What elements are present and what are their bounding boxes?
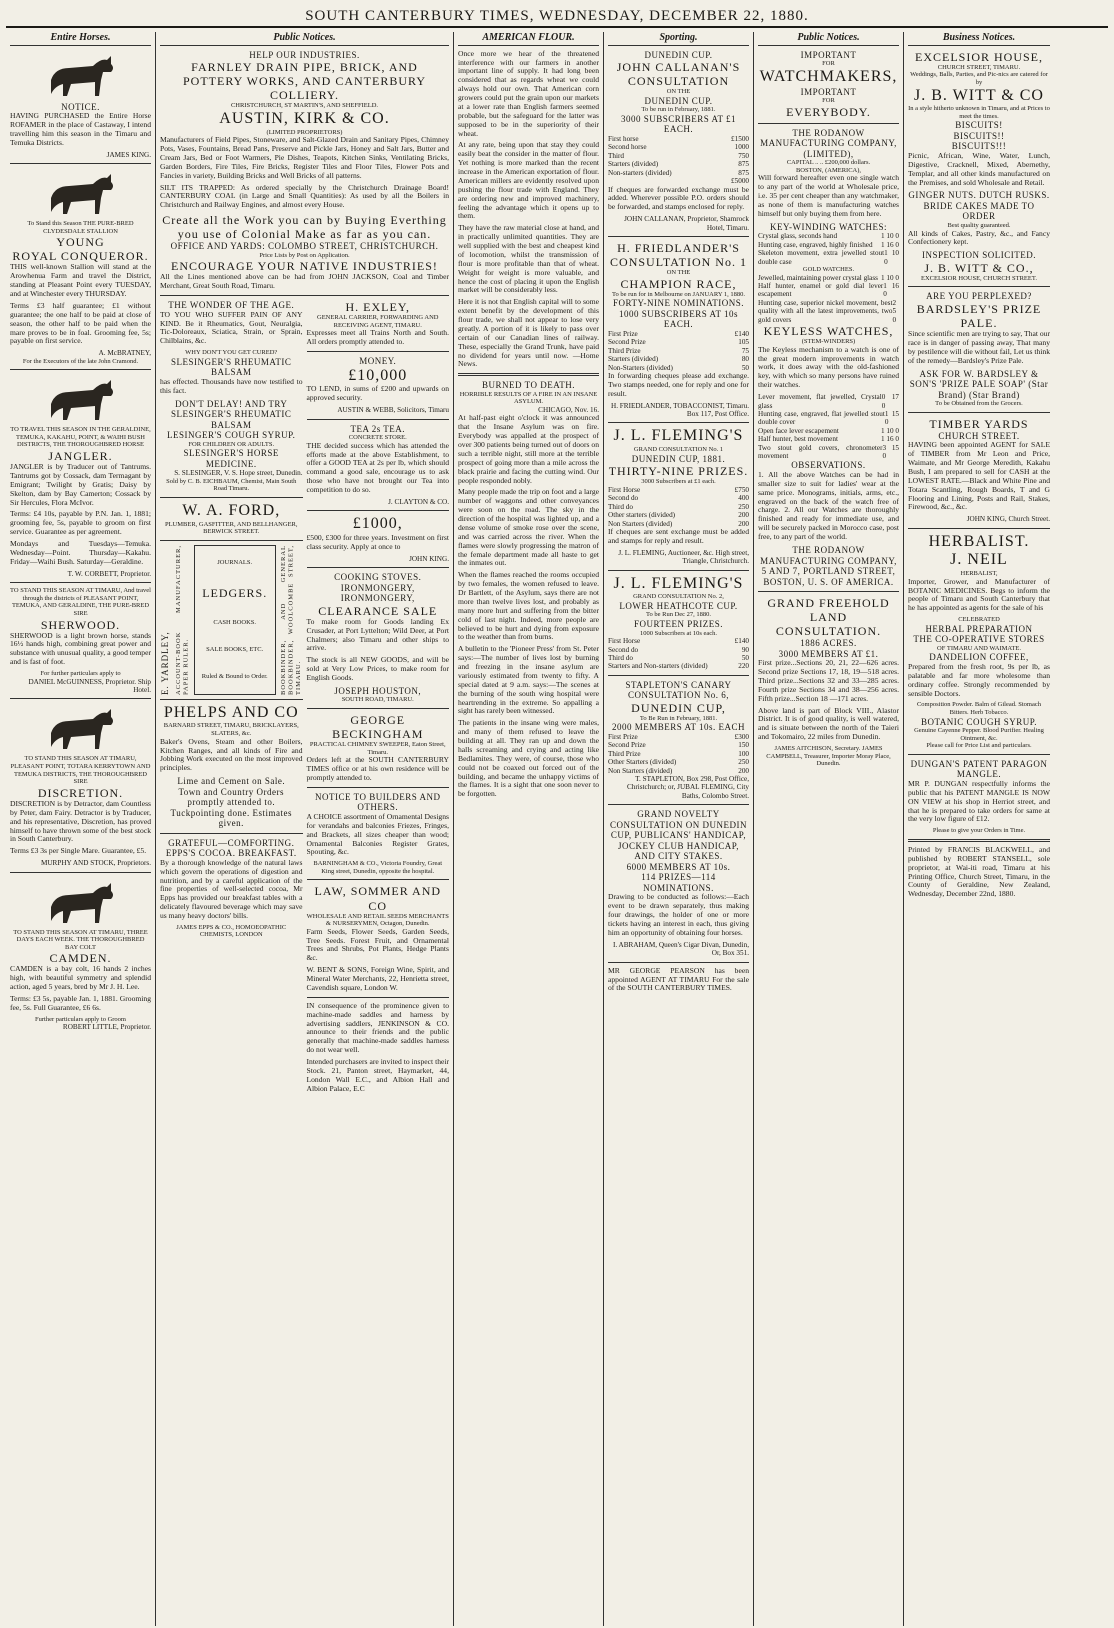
bent-body: W. BENT & SONS, Foreign Wine, Spirit, and Mineral Water Merchants, 22, Henrietta street, Cavendish square, London W. [306, 965, 449, 992]
ginger-line: GINGER NUTS. DUTCH RUSKS. [908, 190, 1050, 201]
prize-row: Second do 400 [608, 494, 749, 503]
ford-title: W. A. FORD, [182, 501, 281, 519]
stapleton-signature: T. STAPLETON, Box 298, Post Office, Christchurch; or, JUBAL FLEMING, City Baths, Colombo Street. [626, 775, 749, 800]
callanan-subs: 3000 SUBSCRIBERS AT £1 EACH. [620, 113, 737, 135]
callanan-on: ON THE [666, 88, 691, 96]
biscuits-3: BISCUITS!!! [951, 141, 1007, 152]
fleming1-subs: 3000 Subscribers at £1 each. [641, 478, 716, 486]
book-item: JOURNALS. [217, 558, 253, 566]
dandelion-body: Prepared from the fresh root, 9s per lb, as palatable and far more wholesome than ordinary coffee. Strongly recommended by sensible Doctors. [908, 661, 1050, 698]
column-watchmakers [754, 32, 904, 1626]
money2-amount: £1000, [352, 515, 403, 533]
prize-row: Starters and Non-starters (divided) 220 [608, 662, 749, 671]
young-signature-2: For the Executors of the late John Cramond. [22, 357, 139, 365]
prize-row: First Prize £300 [608, 732, 749, 741]
jenkinson-signature: Intended purchasers are invited to inspect their Stock. 21, Panton street, Haymarket, 44, London Wall E.C., and Albion Hall and Albion Palace, E.C [306, 1057, 449, 1093]
phelps-body: Baker's Ovens, Steam and other Boilers, Kitchen Ranges, and all kinds of Fire and Jobbing Work executed on the most improved principles. [160, 736, 303, 773]
camden-terms: Terms: £3 5s, payable Jan. 1, 1881. Grooming fee, 5s. Full Guarantee, £6 6s. [10, 993, 151, 1012]
freehold-body: First prize...Sections 20, 21, 22—626 acres. Second prize Sections 17, 18, 19—518 acres. Third prize...Sections 32 and 33—285 acres. Fourth prize Sections 34 and 38—256 acres. Fifth prize...Section 18 —171 acres. [758, 658, 899, 703]
law-sub: WHOLESALE AND RETAIL SEEDS MERCHANTS & NURSERYMEN, Octagon, Dunedin. [306, 912, 449, 928]
callanan-signature: JOHN CALLANAN, Proprietor, Shamrock Hotel, Timaru. [624, 215, 749, 232]
tea-body: THE decided success which has attended the efforts made at the above Establishment, to offer a GOOD TEA at 2s per lb, which should command a good sale, encourage us to ask those who have not brought our Tea into competition to do so. [306, 440, 449, 495]
biscuits-2: BISCUITS!! [953, 130, 1005, 141]
price-row: Half hunter, best movement 1 16 0 [758, 435, 899, 444]
wonder-body: TO YOU WHO SUFFER PAIN OF ANY KIND. Be it Rheumatics, Gout, Neuralgia, Tic-Doloreaux, Sciatica, Strain, or Sprain, Chilblains, &c. [160, 309, 303, 346]
slesinger-body: has effected. Thousands have now testified to this fact. [160, 376, 303, 395]
stapleton-title: STAPLETON'S CANARY CONSULTATION No. 6, [625, 679, 732, 701]
inspection-line: INSPECTION SOLICITED. [922, 250, 1036, 261]
bardsley-title: BARDSLEY'S PRIZE PALE. [916, 302, 1042, 331]
book-item: CASH BOOKS. [213, 619, 257, 627]
fleming2-prizes-title: FOURTEEN PRIZES. [634, 618, 723, 629]
law-body: Farm Seeds, Flower Seeds, Garden Seeds, Tree Seeds. Forest Fruit, and Ornamental Trees and Shrubs, Pot Plants, Hedge Plants &c. [306, 926, 449, 963]
houston-title: JOSEPH HOUSTON, [334, 685, 422, 696]
epps-title: GRATEFUL—COMFORTING. EPPS'S COCOA. BREAKFAST. [165, 837, 297, 859]
camden-intro: TO STAND THIS SEASON AT TIMARU, THREE DAYS EACH WEEK. THE THOROUGHBRED BAY COLT [13, 928, 148, 951]
burned-paragraph: The patients in the insane wing were males, and many of them refused to leave the building at all. They ran up and down the halls screaming and crying and acting like Bedlamites. They were, of course, those who could not be coaxed out forced out of the building, and became the unhappy victims of the flames. It is a sight that one soon never to be forgotten. [458, 718, 599, 799]
column-public-notices [156, 32, 454, 1626]
witt2-sub: EXCELSIOR HOUSE, CHURCH STREET. [921, 274, 1037, 282]
freehold-body-2: Above land is part of Block VIII., Alastor District. It is of good quality, is well watered, and is situate between the north of the Taieri and Tokomairo, 22 miles from Dunedin. [758, 705, 899, 742]
beckingham-title: GEORGE BECKINGHAM [332, 713, 424, 742]
fleming1-cup: DUNEDIN CUP, 1881. [631, 453, 726, 464]
jangler-body: JANGLER is by Traducer out of Tantrums. Tantrums got by Cossack, dam Termagant by Emigrant; Twilight by Gratis; Daisy by Skelton, dam by Bay Camerton; Cossack by Sir Hercules, Flora McIvor. [10, 462, 151, 507]
gold-title: GOLD WATCHES. [802, 265, 855, 273]
fleming2-run: To be Run Dec 27, 1880. [645, 611, 712, 619]
important-line-2: IMPORTANT [800, 86, 857, 97]
rodanow-body: Will forward hereafter even one single watch to any part of the world at Wholesale price, i.e. 35 per cent cheaper than any watchmaker, as none of them is manufacturing watches himself but only buying them from here. [758, 173, 899, 218]
jenkinson-body: IN consequence of the prominence given to machine-made saddles and harness by advertising saddlers, JENKINSON & CO. announce to their friends and the public generally that machine-made saddles harness do not wear well. [306, 1000, 449, 1055]
create-slogan: Create all the Work you can by Buying Everthing you use of Colonial Make as far as you can. [162, 213, 447, 242]
price-row: Crystal glass, seconds hand 1 10 0 [758, 232, 899, 241]
bardsley-body: Since scientific men are trying to say, That our race is in danger of passing away, That many by pestilence will die without fail, Let us think of the remedy—Bardsley's Prize Pale. [908, 329, 1050, 365]
notice-signature: JAMES KING. [106, 150, 151, 159]
burned-paragraph: A bulletin to the 'Pioneer Press' from St. Peter says:—The number of lives lost by burning and freezing in the insane asylum are variously estimated from twenty to fifty. A special dated at 9 a.m. says:—The scenes at the burning of the south wing hospital were heartrending in the extreme. So appalling a sight has rarely been witnessed. [458, 644, 599, 716]
witt-title: J. B. WITT & CO [914, 86, 1044, 104]
jangler-name: JANGLER. [48, 449, 113, 464]
horse-icon [41, 50, 121, 100]
friedlander-title: H. FRIEDLANDER'S CONSULTATION No. 1 [610, 241, 747, 270]
biscuit-body: Picnic, African, Wine, Water, Lunch, Digestive, Cracknell, Mixed, Abernethy, Templar, and all other kinds manufactured on the Premises, and sold Wholesale and Retail. [908, 150, 1050, 187]
witt-body: In a style hitherto unknown in Timaru, and at Prices to meet the times. [908, 105, 1050, 120]
builders-body: A CHOICE assortment of Ornamental Designs for verandahs and balconies Friezes, Fringes, and Brackets, all sizes cheaper than wood; Ornamental Balconies Register Grates, Spouting, &c. [306, 811, 449, 857]
encourage-title: ENCOURAGE YOUR NATIVE INDUSTRIES! [171, 259, 438, 274]
botanic-line: BOTANIC COUGH SYRUP. [920, 716, 1038, 727]
neil-sub: HERBALIST, [960, 570, 998, 578]
timber-signature: JOHN KING, Church Street. [966, 515, 1050, 524]
yardley-ad [160, 545, 303, 695]
keywind-price-list [758, 232, 899, 266]
price-list-line: Please call for Price List and particulars. [926, 742, 1032, 750]
herbal-prep-line: HERBAL PREPARATION [925, 623, 1033, 634]
dungan-title: DUNGAN'S PATENT PARAGON MANGLE. [910, 758, 1048, 780]
book-item: LEDGERS. [202, 585, 268, 600]
capital-line: CAPITAL .. .. £200,000 dollars. [786, 159, 871, 167]
excelsior-sub: CHURCH STREET, TIMARU. [937, 63, 1021, 71]
austin-body: Manufacturers of Field Pipes, Stoneware, and Salt-Glazed Drain and Sanitary Pipes, Chimney Pots, Vases, Fountains, Bread Pans, Preserve and Pickle Jars, Honey and Salt Jars, Butter and Cream Jars, Bed or Foot Warmers, Pie Dishes, Teapots, Kitchen Sinks, Ventilating Bricks, Garden Borders, Fire Tiles, Fire Bricks, Register Tiles and Floor Tiles, Flower Pots and Fancies in variety, Building Bricks and Well Bricks of all patterns. [160, 135, 449, 180]
bardsley-ask: ASK FOR W. BARDSLEY & SON'S 'PRIZE PALE SOAP' (Star Brand) (Star Brand) [909, 368, 1049, 400]
fleming2-cup: LOWER HEATHCOTE CUP. [619, 600, 738, 611]
price-row: Hunting case, superior nickel movement, best quality with all the latest improvements, two gold covers 2 5 0 [758, 298, 897, 324]
yardley-vertical: E. YARDLEY, [160, 630, 170, 695]
jangler-intro: TO TRAVEL THIS SEASON IN THE GERALDINE, TEMUKA, KAKAHU, POINT, & WAIHI BUSH DISTRICTS, THE THOROUGHBRED HORSE [10, 426, 151, 449]
column-american-flour [454, 32, 604, 1626]
book-item: Ruled & Bound to Order. [201, 673, 268, 681]
dont-delay: DON'T DELAY! AND TRY SLESINGER'S RHEUMATIC BALSAM [171, 398, 292, 430]
burned-subtitle: HORRIBLE RESULTS OF A FIRE IN AN INSANE ASYLUM. [459, 390, 598, 406]
burned-paragraph: Many people made the trip on foot and a large number of waggons and other conveyances were soon on the road. The sky in the direction of the hospital was lighted up, and a dense volume of smoke rose over the scene, and was carried across the river. When the flames were slowly progressing the matron of the female department made all haste to get the inmates out. [458, 487, 599, 568]
callanan-cup: DUNEDIN CUP. [644, 95, 713, 106]
price-row: Lever movement, flat jewelled, Crystal glass 0 17 0 [758, 393, 899, 410]
dandelion-title: DANDELION COFFEE, [929, 652, 1029, 663]
prize-row: Non Starters (divided) 200 [608, 519, 749, 528]
acres-line: 1886 ACRES. [800, 638, 857, 649]
flour-paragraph: Here it is not that English capital will to some extent benefit by the development of this flour trade, we shall not appear to lose very greatly. A portion of it is likely to pass over certain of our Canadian lines of railway. These, especially the Grand Trunk, have paid no dividend for years until now. —Home News. [458, 297, 599, 369]
sherwood-signature-2: DANIEL McGUINNESS, Proprietor. Ship Hotel. [28, 677, 151, 695]
biscuits-1: BISCUITS! [955, 120, 1003, 131]
epps-signature: JAMES EPPS & CO., HOMOEOPATHIC CHEMISTS, LONDON [176, 923, 287, 939]
prize-row: Other starters (divided) 200 [608, 511, 749, 520]
slesinger-signature: S. SLESINGER, V. S. Hope street, Dunedin. [174, 469, 303, 478]
price-row: Two stout gold covers, chronometer movement 3 15 0 [758, 443, 899, 461]
austin-body-2: SILT ITS TRAPPED: As ordered specially by the Christchurch Drainage Board! CANTERBURY COAL (in Large and Small Quantities): As used by all the Boilers in Christchurch and Railway Engines, and almost every House. [160, 182, 449, 210]
dungan-body: MR P. DUNGAN respectfully informs the public that his PATENT MANGLE IS NOW ON VIEW at his shop in Herriot street, and that he is prepared to take orders for same at the very low figure of £12. [908, 778, 1050, 824]
camden-body: CAMDEN is a bay colt, 16 hands 2 inches high, with beautiful symmetry and splendid action, aged 5 years, bred by Mr J. H. Lee. [10, 964, 151, 992]
prize-row: Non-starters (divided) 875 [608, 168, 749, 177]
horse-icon [41, 374, 121, 424]
ford-sub: PLUMBER, GASFITTER, AND BELLHANGER, [164, 520, 298, 528]
section-header: Public Notices. [758, 32, 899, 46]
prize-row: Third 750 [608, 151, 749, 160]
celebrated-line: CELEBRATED [958, 616, 1000, 624]
dungan-signature: Please to give your Orders in Time. [932, 827, 1026, 835]
encourage-body: All the Lines mentioned above can be had from JOHN JACKSON, Coal and Timber Merchant, Great South Road, Timaru. [160, 272, 449, 291]
stapleton-cup: DUNEDIN CUP, [631, 700, 726, 715]
lime-line: Lime and Cement on Sale. [177, 776, 286, 787]
herbalist-title: HERBALIST. [928, 532, 1030, 550]
exley-body: Expresses meet all Trains North and South. All orders promptly attended to. [306, 328, 449, 347]
prize-row: First horse £1500 [608, 135, 749, 143]
phelps-title: PHELPS AND CO [163, 703, 299, 721]
fleming1-body: If cheques are sent exchange must be added and stamps for reply and result. [608, 526, 749, 545]
prize-row: Second do 90 [608, 645, 749, 654]
fleming1-signature: J. L. FLEMING, Auctioneer, &c. High street, Triangle, Christchurch. [618, 548, 749, 566]
perplexed-title: ARE YOU PERPLEXED? [926, 291, 1032, 302]
section-header: Business Notices. [908, 32, 1050, 46]
camden-signature-2: ROBERT LITTLE, Proprietor. [62, 1023, 151, 1032]
burned-dateline: CHICAGO, Nov. 16. [538, 406, 599, 415]
tea-sub: CONCRETE STORE. [348, 434, 407, 442]
price-row: Skeleton movement, extra jewelled stout double case 1 10 0 [758, 249, 899, 266]
timber-sub: CHURCH STREET. [938, 430, 1020, 441]
callanan-prize-list [608, 135, 749, 186]
bardsley-grocers: To be Obtained from the Grocers. [935, 400, 1023, 408]
keyless-title: KEYLESS WATCHES, [763, 324, 894, 339]
price-row: Hunting case, engraved, flat jewelled stout double cover 1 15 0 [758, 409, 899, 427]
price-row: Jewelled, maintaining power crystal glass 1 10 0 [758, 273, 899, 282]
builders-title: NOTICE TO BUILDERS AND OTHERS. [315, 791, 441, 813]
houston-sub: SOUTH ROAD, TIMARU. [341, 696, 414, 704]
fleming1-title: J. L. FLEMING'S [613, 427, 744, 445]
prize-row: Third Prize 100 [608, 749, 749, 758]
stapleton-prize-list [608, 733, 749, 775]
rodanow-title: THE RODANOW MANUFACTURING COMPANY, (LIMITED), [760, 127, 897, 159]
prize-row: Second horse 1000 [608, 143, 749, 152]
jangler-days: Mondays and Tuesdays—Temuka. Wednesday—Point. Thursday—Kakahu. Friday—Waihi Bush. Saturday—Geraldine. [10, 539, 151, 566]
wonder-title: THE WONDER OF THE AGE. [168, 300, 295, 311]
money-title: MONEY. [359, 356, 397, 367]
law-title: LAW, SOMMER AND CO [314, 884, 442, 913]
discretion-intro: TO STAND THIS SEASON AT TIMARU, PLEASANT POINT, TOTARA KERRYTOWN AND TEMUKA DISTRICTS, THE THOROUGHBRED SIRE [10, 755, 151, 786]
column-business-notices [904, 32, 1054, 1626]
prize-row: Third do 250 [608, 502, 749, 511]
epps-body: By a thorough knowledge of the natural laws which govern the operations of digestion and nutrition, and by a careful application of the fine properties of well-selected cocoa, Mr Epps has provided our breakfast tables with a delicately flavoured beverage which may save us many heavy doctors' bills. [160, 857, 303, 921]
friedlander-body: In forwarding cheques please add exchange. Two stamps needed, one for reply and one for result. [608, 370, 749, 398]
clearance-body: To make room for Goods landing Ex Crusader, at Port Lyttelton; Wild Deer, at Port Chalmers; also Timaru and other ships to arrive. [306, 616, 449, 653]
money-body: TO LEND, in sums of £200 and upwards on approved security. [306, 384, 449, 403]
excelsior-title: EXCELSIOR HOUSE, [914, 49, 1043, 64]
fleming1-prizes-title: THIRTY-NINE PRIZES. [608, 464, 749, 479]
grand-novelty-title: GRAND NOVELTY CONSULTATION ON DUNEDIN CUP, PUBLICANS' HANDICAP, JOCKEY CLUB HANDICAP, AND CITY STAKES. [610, 809, 747, 862]
fleming1-prize-list [608, 486, 749, 528]
prize-row: Third do 50 [608, 653, 749, 662]
gold-price-list [758, 274, 899, 325]
horse-medicine-title: SLESINGER'S HORSE MEDICINE. [183, 448, 279, 469]
fleming2-sub: GRAND CONSULTATION No. 2, [633, 593, 724, 601]
flour-paragraph: They have the raw material close at hand, and in practically unlimited quantities. They are well supplied with the best and cheapest kind of locomotion, whilst the transmission of flour is more profitable than that of wheat. Weight for weight is more valuable, and hence the cost of placing it upon the English market will be considerably less. [458, 223, 599, 295]
yardley-vertical-2: ACCOUNT-BOOK MANUFACTURER, PAPER RULER. [174, 544, 190, 695]
phelps-sub: BARNARD STREET, TIMARU, BRICKLAYERS, SLATERS, &c. [163, 722, 299, 738]
horse-icon [41, 703, 121, 753]
friedlander-signature: H. FRIEDLANDER, TOBACCONIST, Timaru. Box 117, Post Office. [611, 401, 749, 418]
books-box [194, 545, 276, 695]
prize-row: Non-Starters (divided) 50 [608, 363, 749, 372]
flour-paragraph: At any rate, being upon that stay they could easily beat the consider in the matter of flour. Yet nothing is more marked than the recent increase in the American exportation of flour. American millers are evidently resolved upon pushing the flour trade with England. They are ordering new and improved machinery, feeling the advantage which it opens up to them. [458, 140, 599, 221]
pearson-notice: MR GEORGE PEARSON has been appointed AGENT AT TIMARU For the sale of the SOUTH CANTERBURY TIMES. [608, 965, 749, 993]
column-entire-horses [6, 32, 156, 1626]
yardley-vertical-3: BOOKBINDER, AND GENERAL BOOKBINDER, WOOLCOMBE STREET, TIMARU. [279, 544, 302, 695]
callanan-body: If cheques are forwarded exchange must be added. Wherever possible P.O. orders should be forwarded, and stamps enclosed for reply. [608, 184, 749, 212]
tea-signature: J. CLAYTON & CO. [388, 497, 449, 506]
prize-row: £5000 [731, 177, 749, 186]
farnley-title: FARNLEY DRAIN PIPE, BRICK, AND POTTERY WORKS, AND CANTERBURY COLLIERY. [182, 60, 427, 103]
burned-paragraph: When the flames reached the rooms occupied by two females, the women refused to leave. Dr Bartlett, of the Asylum, says there are not more than twelve lives lost, and probably as many more hurt and suffering from the bitter cold of last night. Indeed, more people are believed to be hurt and dying from exposure to the weather than from burns. [458, 570, 599, 642]
sherwood-name: SHERWOOD. [40, 617, 121, 632]
office-line: OFFICE AND YARDS: COLOMBO STREET, CHRISTCHURCH. [170, 241, 439, 252]
observations-body: 1. All the above Watches can be had in smaller size to suit for ladies' wear at the same price. Monograms, initials, arms, etc., engraved on the back of the watch free of charge. 2. All our Watches are thoroughly finished and ready for immediate use, and will be securely packed in Morocco case, post free, to any part of the world. [758, 469, 899, 542]
young-name-2: ROYAL CONQUEROR. [12, 249, 149, 264]
section-header: Entire Horses. [10, 32, 151, 46]
freehold-signature: JAMES AITCHISON, Secretary. JAMES CAMPBELL, Treasurer, Importer Moray Place, Dunedin. [766, 745, 891, 768]
discretion-body: DISCRETION is by Detractor, dam Countless by Peter, dam Fairy. Detractor is by Traducer, and his representative, Discretion, has proved himself to have thrown some of the best stock in South Canterbury. [10, 798, 151, 844]
columns [6, 32, 1108, 1626]
horse-icon [41, 168, 121, 218]
champion-run: To be run for in Melbourne on JANUARY 1, 1880. [611, 290, 746, 298]
price-line: Price Lists by Post on Application. [259, 251, 350, 259]
discretion-signature: MURPHY AND STOCK, Proprietors. [40, 859, 151, 868]
subcolumn-right [307, 300, 450, 1096]
printer-imprint: Printed by FRANCIS BLACKWELL, and published by ROBERT STANSELL, sole proprietor, at Wai-iti road, Timaru at his Printing Office, Church Street, Timaru, in the County of Geraldine, New Zealand, Wednesday, December 22nd, 1880. [908, 844, 1050, 899]
forty-nine: FORTY-NINE NOMINATIONS. [613, 298, 744, 309]
why-line: WHY DON'T YOU GET CURED? [185, 349, 278, 357]
prize-row: Starters (divided) 875 [608, 160, 749, 169]
jangler-terms: Terms: £4 10s, payable by P.N. Jan. 1, 1881; grooming fee, 5s, payable to groom on first service. Guarantee as per agreement. [10, 509, 151, 537]
important-line: IMPORTANT [800, 49, 857, 60]
grand-subs: 6000 MEMBERS AT 10s. [626, 861, 731, 872]
exley-sub: GENERAL CARRIER, FORWARDING AND RECEIVING AGENT, TIMARU. [317, 314, 439, 329]
beckingham-sub: PRACTICAL CHIMNEY SWEEPER, Eaton Street, Timaru. [309, 741, 446, 756]
price-row: Hunting case, engraved, highly finished 1 16 0 [758, 240, 899, 249]
timber-title: TIMBER YARDS [929, 416, 1029, 431]
prize-row: Starters (divided) 80 [608, 355, 749, 364]
sherwood-signature: For further particulars apply to [40, 670, 121, 678]
bride-line: BRIDE CAKES MADE TO ORDER [923, 200, 1035, 222]
grand-body: Drawing to be conducted as follows:—Each event to be drawn separately, thus making four drawings, the holder of one or more tickets having an interest in each, thus giving him an opportunity of obtaining four horses. [608, 892, 749, 937]
column-sporting [604, 32, 754, 1626]
neil-body: Importer, Grower, and Manufacturer of BOTANIC MEDICINES. Begs to inform the people of Timaru and South Canterbury that he has appointed as agents for the sale of his [908, 576, 1050, 613]
friedlander-on: ON THE [666, 269, 691, 277]
stapleton-run: To Be Run in February, 1881. [639, 714, 718, 722]
subcolumn-left [160, 300, 303, 1096]
discretion-terms: Terms £3 3s per Single Mare. Guarantee, £5. [10, 846, 147, 856]
money2-signature: JOHN KING. [409, 554, 449, 563]
young-intro: To Stand this Season THE PURE-BRED CLYDESDALE STALLION [27, 220, 134, 235]
farnley-sub: CHRISTCHURCH, ST MARTIN'S, AND SHEFFIELD. [230, 102, 379, 110]
confectionery-line: All kinds of Cakes, Pastry, &c., and Fancy Confectionery kept. [908, 228, 1050, 247]
burned-title: BURNED TO DEATH. [482, 380, 575, 391]
rodanow-signature: THE RODANOW MANUFACTURING COMPANY, 5 AND 7, PORTLAND STREET, BOSTON, U. S. OF AMERICA. [760, 544, 897, 587]
prize-row: Other Starters (divided) 250 [608, 758, 749, 767]
members-line: 3000 MEMBERS AT £1. [778, 648, 879, 659]
money-signature: AUSTIN & WEBB, Solicitors, Timaru [337, 406, 449, 415]
ironmongery-line: IRONMONGERY, [340, 593, 415, 604]
jangler-signature: T. W. CORBETT, Proprietor. [67, 569, 151, 578]
genuine-line: Genuine Cayenne Pepper. Blood Purifier. Healing Ointment, &c. [914, 727, 1044, 742]
tea-title: TEA 2s TEA. [350, 423, 406, 434]
discretion-name: DISCRETION. [37, 785, 124, 800]
price-row: Half hunter, enamel or gold dial lever escapement 1 16 0 [758, 281, 899, 299]
stapleton-subs: 2000 MEMBERS AT 10s. EACH [611, 722, 746, 733]
callanan-run: To be run in February, 1881. [641, 106, 716, 114]
prize-row: First Prize £140 [608, 329, 749, 338]
fleming2-prize-list [608, 637, 749, 671]
grand-noms: 114 PRIZES—114 NOMINATIONS. [641, 872, 716, 893]
young-name: YOUNG [56, 235, 105, 250]
for-line-2: FOR [822, 97, 835, 105]
builders-signature: BARNINGHAM & CO., Victoria Foundry, Great King street, Dunedin, opposite the hospital. [313, 860, 443, 875]
observations-title: OBSERVATIONS. [791, 460, 866, 471]
watchmakers-title: WATCHMAKERS, [759, 67, 898, 85]
notice-body: HAVING PURCHASED the Entire Horse ROFAMER in the place of Castaway, I intend travelling him this season in the Timaru and Temuka Districts. [10, 111, 151, 147]
money-amount: £10,000 [348, 366, 408, 384]
prize-row: Non Starters (divided) 200 [608, 766, 749, 775]
burned-paragraph: At half-past eight o'clock it was announced that the Insane Asylum was on fire. Everybody was appalled at the prospect of over 300 patients being turned out of doors on such a terrible night, still more at the terrible prospect of going more than a mile across the black prairie and facing the cutting wind. Our people responded nobly. [458, 413, 599, 485]
ford-street: BERWICK STREET. [203, 528, 260, 536]
clearance-title: CLEARANCE SALE [318, 603, 438, 618]
prize-row: Second Prize 105 [608, 338, 749, 347]
neil-title: J. NEIL [950, 551, 1008, 569]
stock-body: The stock is all NEW GOODS, and will be sold at Very Low Prices, to make room for English Goods. [306, 655, 449, 683]
fleming1-sub: GRAND CONSULTATION No. 1 [633, 446, 724, 454]
for-line: FOR [822, 60, 835, 68]
slesinger-title: SLESINGER'S RHEUMATIC BALSAM [171, 356, 292, 378]
coop-sub: OF TIMARU AND WAIMATE. [937, 644, 1021, 652]
price-row: Open face lever escapement 1 10 0 [758, 426, 899, 435]
forty-subs: 1000 SUBSCRIBERS AT 10s EACH. [618, 308, 739, 330]
friedlander-prize-list [608, 330, 749, 372]
sherwood-body: SHERWOOD is a light brown horse, stands 16½ hands high, combining great power and substance with unusual quality, a good temper and is fast of foot. [10, 630, 151, 667]
champion-title: CHAMPION RACE, [620, 276, 737, 291]
exley-title: H. EXLEY, [345, 300, 410, 315]
prize-row: First Horse £140 [608, 637, 749, 646]
boston-line: BOSTON, (AMERICA), [795, 166, 862, 174]
young-signature: A. McBRATNEY, [98, 349, 151, 358]
flour-paragraph: Once more we hear of the threatened interference with our farmers in another important line of supply. It had long been considered that as regards wheat we could always hold our own. That American corn growers could put the grain upon our markets at a lower rate than English farmers seemed probable, but the safeguard for the latter was supposed to be in the superiority of their wheat. [458, 48, 599, 138]
prize-row: Third Prize 75 [608, 346, 749, 355]
keyless-body: The Keyless mechanism to a watch is one of the great modern improvements in watch work, it does away with the old-fashioned key, with which so many persons have ruined their watches. [758, 344, 899, 390]
beckingham-body: Orders left at the SOUTH CANTERBURY TIMES office or at his own residence will be promptly attended to. [306, 755, 449, 783]
section-header: AMERICAN FLOUR. [458, 32, 599, 46]
help-title: HELP OUR INDUSTRIES. [249, 49, 360, 60]
keywind-title: KEY-WINDING WATCHES: [769, 221, 888, 232]
prize-row: First Horse £750 [608, 485, 749, 494]
grand-signature: I. ABRAHAM, Queen's Cigar Divan, Dunedin, Or, Box 351. [612, 940, 749, 958]
prize-row: Second Prize 150 [608, 741, 749, 750]
ironmongery-line: IRONMONGERY, [340, 582, 415, 593]
freehold-title: GRAND FREEHOLD LAND CONSULTATION. [767, 596, 890, 639]
book-item: SALE BOOKS, ETC. [206, 646, 264, 654]
fleming2-title: J. L. FLEMING'S [613, 574, 744, 592]
weddings-line: Weddings, Balls, Parties, and Pic-nics are catered for by [910, 71, 1048, 86]
timber-body: HAVING been appointed AGENT for SALE of TIMBER from Mr Leon and Price, Waimate, and Mr George Meredith, Kakahu Bush, I am prepared to sell for CASH at the LOWEST RATE.—Black and White Pine and Totara Scantling, Rough Boards, T and G Flooring and Lining, Posts and Rail, Stakes, Firewood, &c., &c. [908, 440, 1050, 512]
section-header: Public Notices. [160, 32, 449, 46]
keyless-price-list [758, 393, 899, 460]
bride-sub: Best quality guaranteed. [947, 222, 1011, 229]
dunedin-cup-title: DUNEDIN CUP. [644, 49, 713, 60]
sherwood-intro: TO STAND THIS SEASON AT TIMARU, And travel through the districts of PLEASANT POINT, TEMUKA, AND GERALDINE, THE PURE-BRED SIRE [10, 587, 151, 617]
austin-kirk-title: AUSTIN, KIRK & CO. [219, 109, 390, 127]
fleming2-subs: 1000 Subscribers at 10s each. [639, 629, 718, 637]
witt2-title: J. B. WITT & CO., [924, 260, 1034, 275]
money2-body: £500, £300 for three years. Investment on first class security. Apply at once to [306, 533, 449, 551]
masthead: SOUTH CANTERBURY TIMES, WEDNESDAY, DECEMBER 22, 1880. [6, 6, 1108, 28]
young-terms: Terms £3 half guarantee; £1 without guarantee; the one half to be paid at close of season, the other half to be paid when the mare proves to be in foal. Grooming fee, 5s; payable on first service. [10, 300, 151, 346]
tuck-line: Tuckpointing done. Estimates given. [170, 807, 292, 829]
young-body: THIS well-known Stallion will stand at the Arowhenua Farm and travel the District, standing at Pleasant Point every TUESDAY, and at Winchester every THURSDAY. [10, 262, 151, 298]
camden-name: CAMDEN. [49, 951, 112, 966]
everybody-title: EVERYBODY. [786, 104, 871, 119]
cooking-title: COOKING STOVES. [334, 572, 422, 583]
notice-title: NOTICE. [61, 101, 100, 112]
composition-line: Composition Powder. Balm of Gilead. Stomach Bitters. Herb Tobacco. [916, 701, 1042, 717]
cough-syrup-sub: FOR CHILDREN OR ADULTS. [188, 440, 275, 448]
callanan-title: JOHN CALLANAN'S CONSULTATION [616, 60, 741, 89]
keyless-sub: (STEM-WINDERS) [801, 338, 856, 346]
eichbaum-line: Sold by C. B. EICHBAUM, Chemist, Main South Road Timaru. [166, 477, 297, 493]
horse-icon [41, 877, 121, 927]
cough-syrup-title: LESINGER'S COUGH SYRUP. [167, 430, 296, 441]
coop-line: THE CO-OPERATIVE STORES [913, 634, 1045, 645]
town-line: Town and Country Orders promptly attended to. [178, 786, 285, 808]
austin-sub: (LIMITED PROPRIETORS) [266, 128, 343, 136]
section-header: Sporting. [608, 32, 749, 46]
camden-signature: Further particulars apply to Groom [35, 1015, 126, 1023]
